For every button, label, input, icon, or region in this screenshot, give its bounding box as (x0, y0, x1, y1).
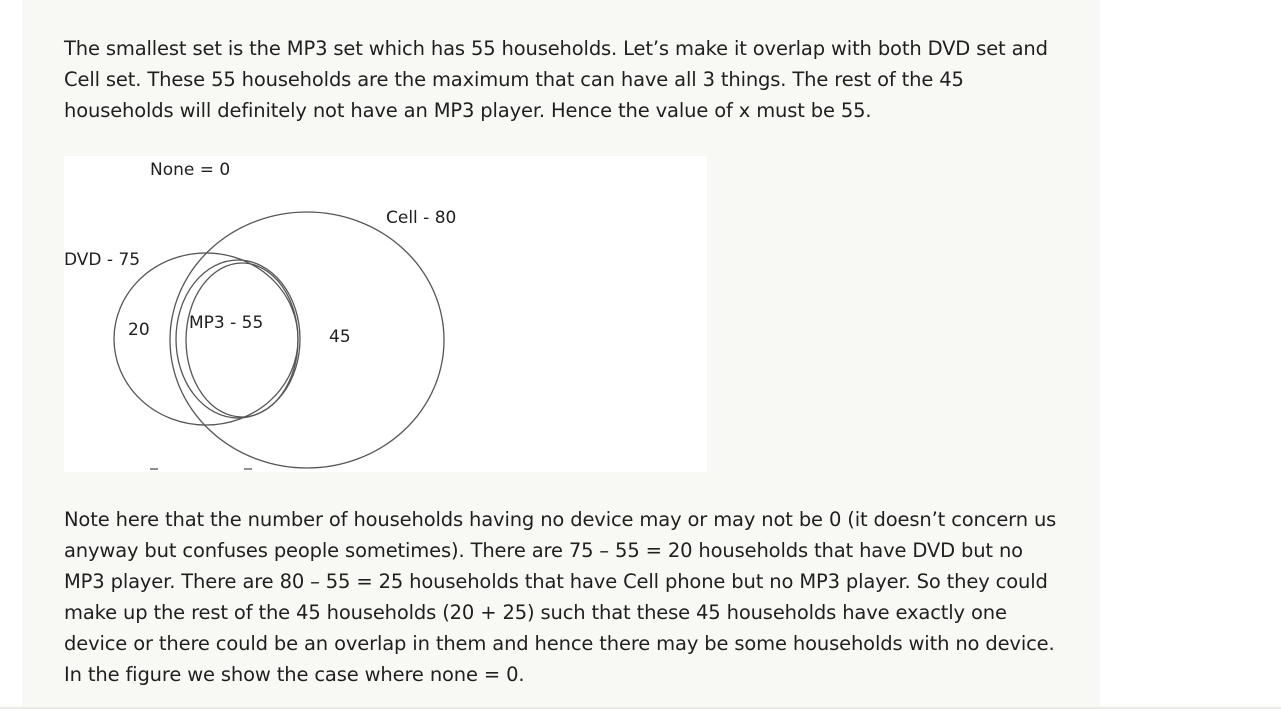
none-label: None = 0 (150, 160, 231, 180)
mp3-label: MP3 - 55 (189, 313, 264, 333)
cell-label: Cell - 80 (386, 208, 457, 228)
venn-diagram-figure (64, 156, 707, 472)
mp3-circle-inner (186, 263, 298, 417)
article-content (22, 0, 1100, 708)
dvd-only-value: 20 (128, 320, 150, 340)
explanation-paragraph-1: The smallest set is the MP3 set which has 55 households. Let’s make it overlap with both DVD set and Cell set. These 55 households are the maximum that can have all 3 things. The rest of the 45 households will definitely not have an MP3 player. Hence the value of x must be 55. (64, 37, 1048, 122)
venn-diagram (64, 156, 707, 472)
dvd-label: DVD - 75 (64, 250, 141, 270)
cell-circle (170, 212, 444, 468)
explanation-paragraph-2: Note here that the number of households having no device may or may not be 0 (it doesn’t concern us anyway but confuses people sometimes). There are 75 – 55 = 20 households that have DVD but no MP3 player. There are 80 – 55 = 25 households that have Cell phone but no MP3 player. So they could make up the rest of the 45 households (20 + 25) such that these 45 households have exactly one device or there could be an overlap in them and hence there may be some households with no device. In the figure we show the case where none = 0. (64, 508, 1057, 686)
cell-only-value: 45 (329, 327, 351, 347)
